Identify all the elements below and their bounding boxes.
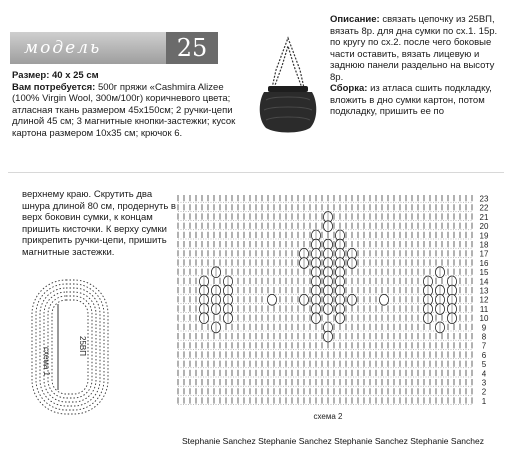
- assembly-label: Сборка:: [330, 83, 368, 94]
- row-number: 17: [479, 249, 489, 259]
- materials-block: [12, 70, 248, 139]
- description-label: Описание:: [330, 14, 380, 25]
- cluster-oval: [379, 294, 388, 305]
- size-line: [12, 70, 248, 82]
- description-value: связать цепочку из 25ВП, вязать 8р. для дна сумки по сх.1. 15р. по кругу по сх.2. после чего боковые части оставить, вязать лицевую и заднюю панели раздельно на высоту 8р.: [330, 14, 498, 83]
- size-value: 40 х 25 см: [52, 70, 99, 81]
- row-number: 11: [479, 304, 489, 314]
- description-block: [330, 14, 510, 118]
- row-number: 22: [479, 203, 489, 213]
- bag-photo: [252, 30, 324, 138]
- row-number: 6: [481, 350, 487, 360]
- diagram-2: [172, 190, 492, 422]
- materials-label: Вам потребуется:: [12, 81, 96, 93]
- row-number: 20: [479, 222, 489, 232]
- cluster-oval: [267, 294, 276, 305]
- row-number: 21: [479, 212, 489, 222]
- row-number: 10: [479, 314, 489, 324]
- watermark: Stephanie Sanchez Stephanie Sanchez Stephanie Sanchez Stephanie Sanchez: [182, 436, 484, 446]
- materials-line: [12, 82, 248, 140]
- row-number: 18: [479, 240, 489, 250]
- row-number: 15: [479, 268, 489, 278]
- model-number: 25: [166, 32, 218, 64]
- grid-ovals: [199, 212, 456, 342]
- model-title: модель: [24, 38, 102, 58]
- row-number: 7: [481, 341, 487, 351]
- row-number: 3: [481, 378, 487, 388]
- assembly-value: из атласа сшить подкладку, вложить в дно сумки картон, потом подкладку, пришить ее по: [330, 83, 492, 117]
- row-numbers: [480, 195, 489, 406]
- divider: [8, 172, 504, 173]
- row-number: 19: [479, 231, 489, 241]
- diagram-2-label: схема 2: [313, 412, 343, 421]
- continuation-text: верхнему краю. Скрутить два шнура длиной 80 см, продернуть в верх боковин сумки, к концам пришить кисточки. К верху сумки прикрепить ручки-цепи, пришить магнитные застежки.: [22, 189, 176, 258]
- assembly-line: [330, 83, 510, 118]
- size-label: Размер:: [12, 70, 50, 81]
- row-number: 16: [479, 258, 489, 268]
- diagram-1-chain-label: 25ВП: [78, 336, 87, 356]
- row-number: 13: [479, 286, 489, 296]
- row-number: 4: [481, 369, 487, 379]
- row-number: 9: [481, 323, 487, 333]
- model-banner: [10, 32, 218, 64]
- description-line: [330, 14, 510, 83]
- row-number: 1: [481, 396, 487, 406]
- diagram-1: [20, 272, 160, 422]
- row-number: 2: [481, 387, 487, 397]
- row-number: 5: [481, 360, 487, 370]
- row-number: 23: [479, 194, 489, 204]
- row-number: 14: [479, 277, 489, 287]
- diagram-1-label: схема 1: [42, 347, 51, 376]
- row-number: 8: [481, 332, 487, 342]
- materials-value: 500г пряжи «Cashmira Alizeе (100% Virgin Wool, 300м/100г) коричневого цвета; атласная ткань размером 45х150см; 2 ручки-цепи длиной 45 см; 3 магнитные кнопки-застежки; кусок картона размером 10х35 см; крючок 6.: [12, 81, 236, 139]
- row-number: 12: [479, 295, 489, 305]
